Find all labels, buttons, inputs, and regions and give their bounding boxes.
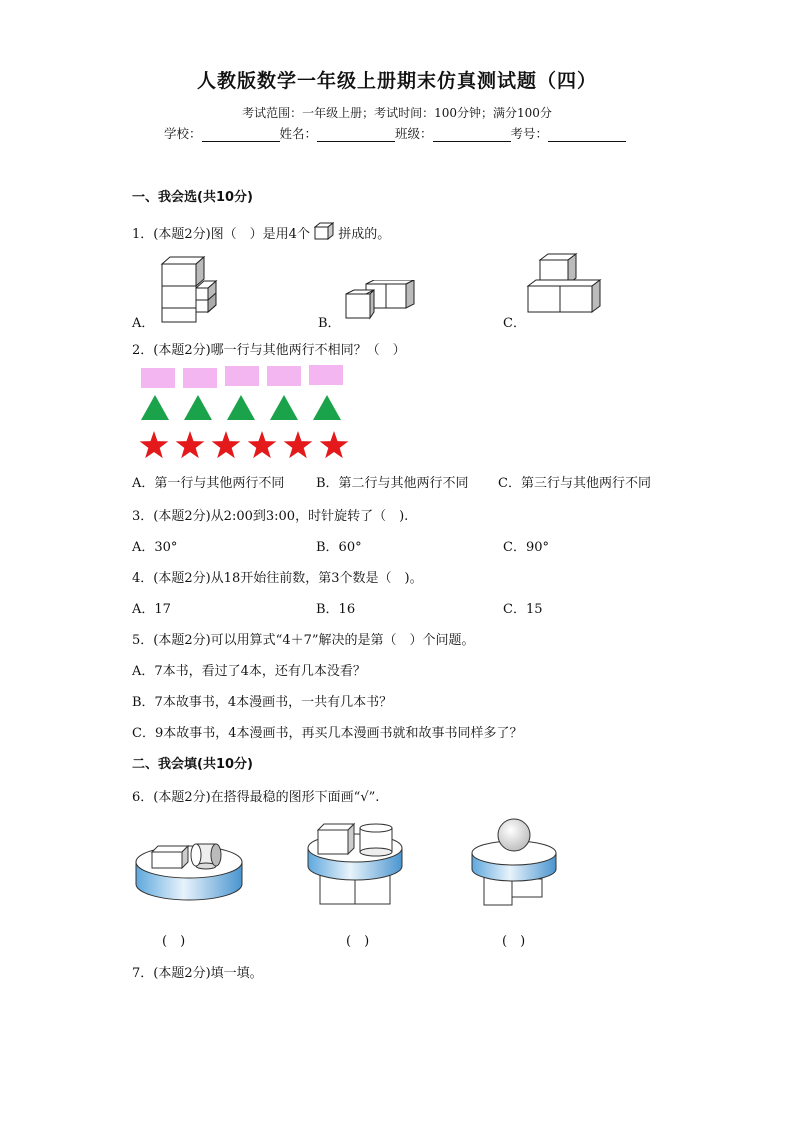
q5-option-b: B．7本故事书，4本漫画书，一共有几本书？ [132, 695, 393, 710]
q6-figure-c-ball-on-disc [468, 815, 560, 907]
row-2-triangles [141, 395, 341, 420]
school-label: 学校： [164, 126, 202, 141]
star-shape [140, 431, 169, 458]
q1-option-c-cubes-figure [524, 252, 606, 316]
row-1-rectangles [141, 365, 343, 388]
q5-option-a: A．7本书，看过了4本，还有几本没看？ [132, 664, 366, 679]
question-6-stem: 6．(本题2分)在搭得最稳的图形下面画“√”. [132, 790, 380, 805]
exam-number-blank[interactable] [548, 127, 626, 142]
star-shape [248, 431, 277, 458]
question-7-stem: 7．(本题2分)填一填。 [132, 966, 263, 981]
page-title: 人教版数学一年级上册期末仿真测试题（四） [196, 70, 597, 92]
q2-option-b: B．第二行与其他两行不同 [316, 476, 469, 491]
q2-shapes-figure [138, 364, 353, 460]
class-blank[interactable] [433, 127, 511, 142]
question-2-stem: 2．(本题2分)哪一行与其他两行不相同？（ ） [132, 343, 406, 358]
q2-option-a: A．第一行与其他两行不同 [132, 476, 285, 491]
question-1-stem: 1．(本题2分)图（ ）是用4个 拼成的。 [132, 222, 390, 242]
q6-answer-blank-a[interactable]: ( ) [162, 934, 186, 949]
q6-figure-b-disc-on-block [304, 818, 408, 906]
q6-answer-blank-c[interactable]: ( ) [502, 934, 526, 949]
q6-answer-blank-b[interactable]: ( ) [346, 934, 370, 949]
q1-option-a-cubes-figure [150, 252, 225, 324]
q4-option-a: A．17 [132, 602, 171, 617]
star-shape [212, 431, 241, 458]
question-5-stem: 5．(本题2分)可以用算式“4＋7”解决的是第（ ）个问题。 [132, 633, 475, 648]
question-4-stem: 4．(本题2分)从18开始往前数，第3个数是（ )。 [132, 571, 423, 586]
q1-option-a-label: A． [132, 316, 155, 331]
q3-option-a: A．30° [132, 540, 178, 555]
q5-option-c: C．9本故事书，4本漫画书，再买几本漫画书就和故事书同样多了？ [132, 726, 523, 741]
section-1-heading: 一、我会选(共10分) [132, 190, 253, 205]
exam-number-label: 考号： [510, 126, 549, 141]
question-3-stem: 3．(本题2分)从2:00到3:00，时针旋转了（ ). [132, 509, 409, 524]
q1-option-c-label: C． [503, 316, 526, 331]
small-cube-icon [314, 222, 334, 240]
name-label: 姓名： [279, 126, 318, 141]
student-info-line [164, 124, 644, 142]
q6-figure-a-disc-with-cube-and-cylinder [130, 832, 248, 904]
star-shape [284, 431, 313, 458]
name-blank[interactable] [317, 127, 395, 142]
q4-option-b: B．16 [316, 602, 356, 617]
star-shape [176, 431, 205, 458]
q4-option-c: C．15 [503, 602, 543, 617]
class-label: 班级： [395, 126, 433, 141]
q1-option-b-label: B． [318, 316, 341, 331]
section-2-heading: 二、我会填(共10分) [132, 757, 253, 772]
q3-option-c: C．90° [503, 540, 549, 555]
row-3-stars [140, 431, 349, 458]
q3-option-b: B．60° [316, 540, 362, 555]
exam-subtitle: 考试范围：一年级上册；考试时间：100分钟；满分100分 [242, 106, 552, 120]
q2-option-c: C．第三行与其他两行不同 [498, 476, 651, 491]
star-shape [320, 431, 349, 458]
q1-option-b-cubes-figure [344, 280, 419, 322]
school-blank[interactable] [202, 127, 280, 142]
